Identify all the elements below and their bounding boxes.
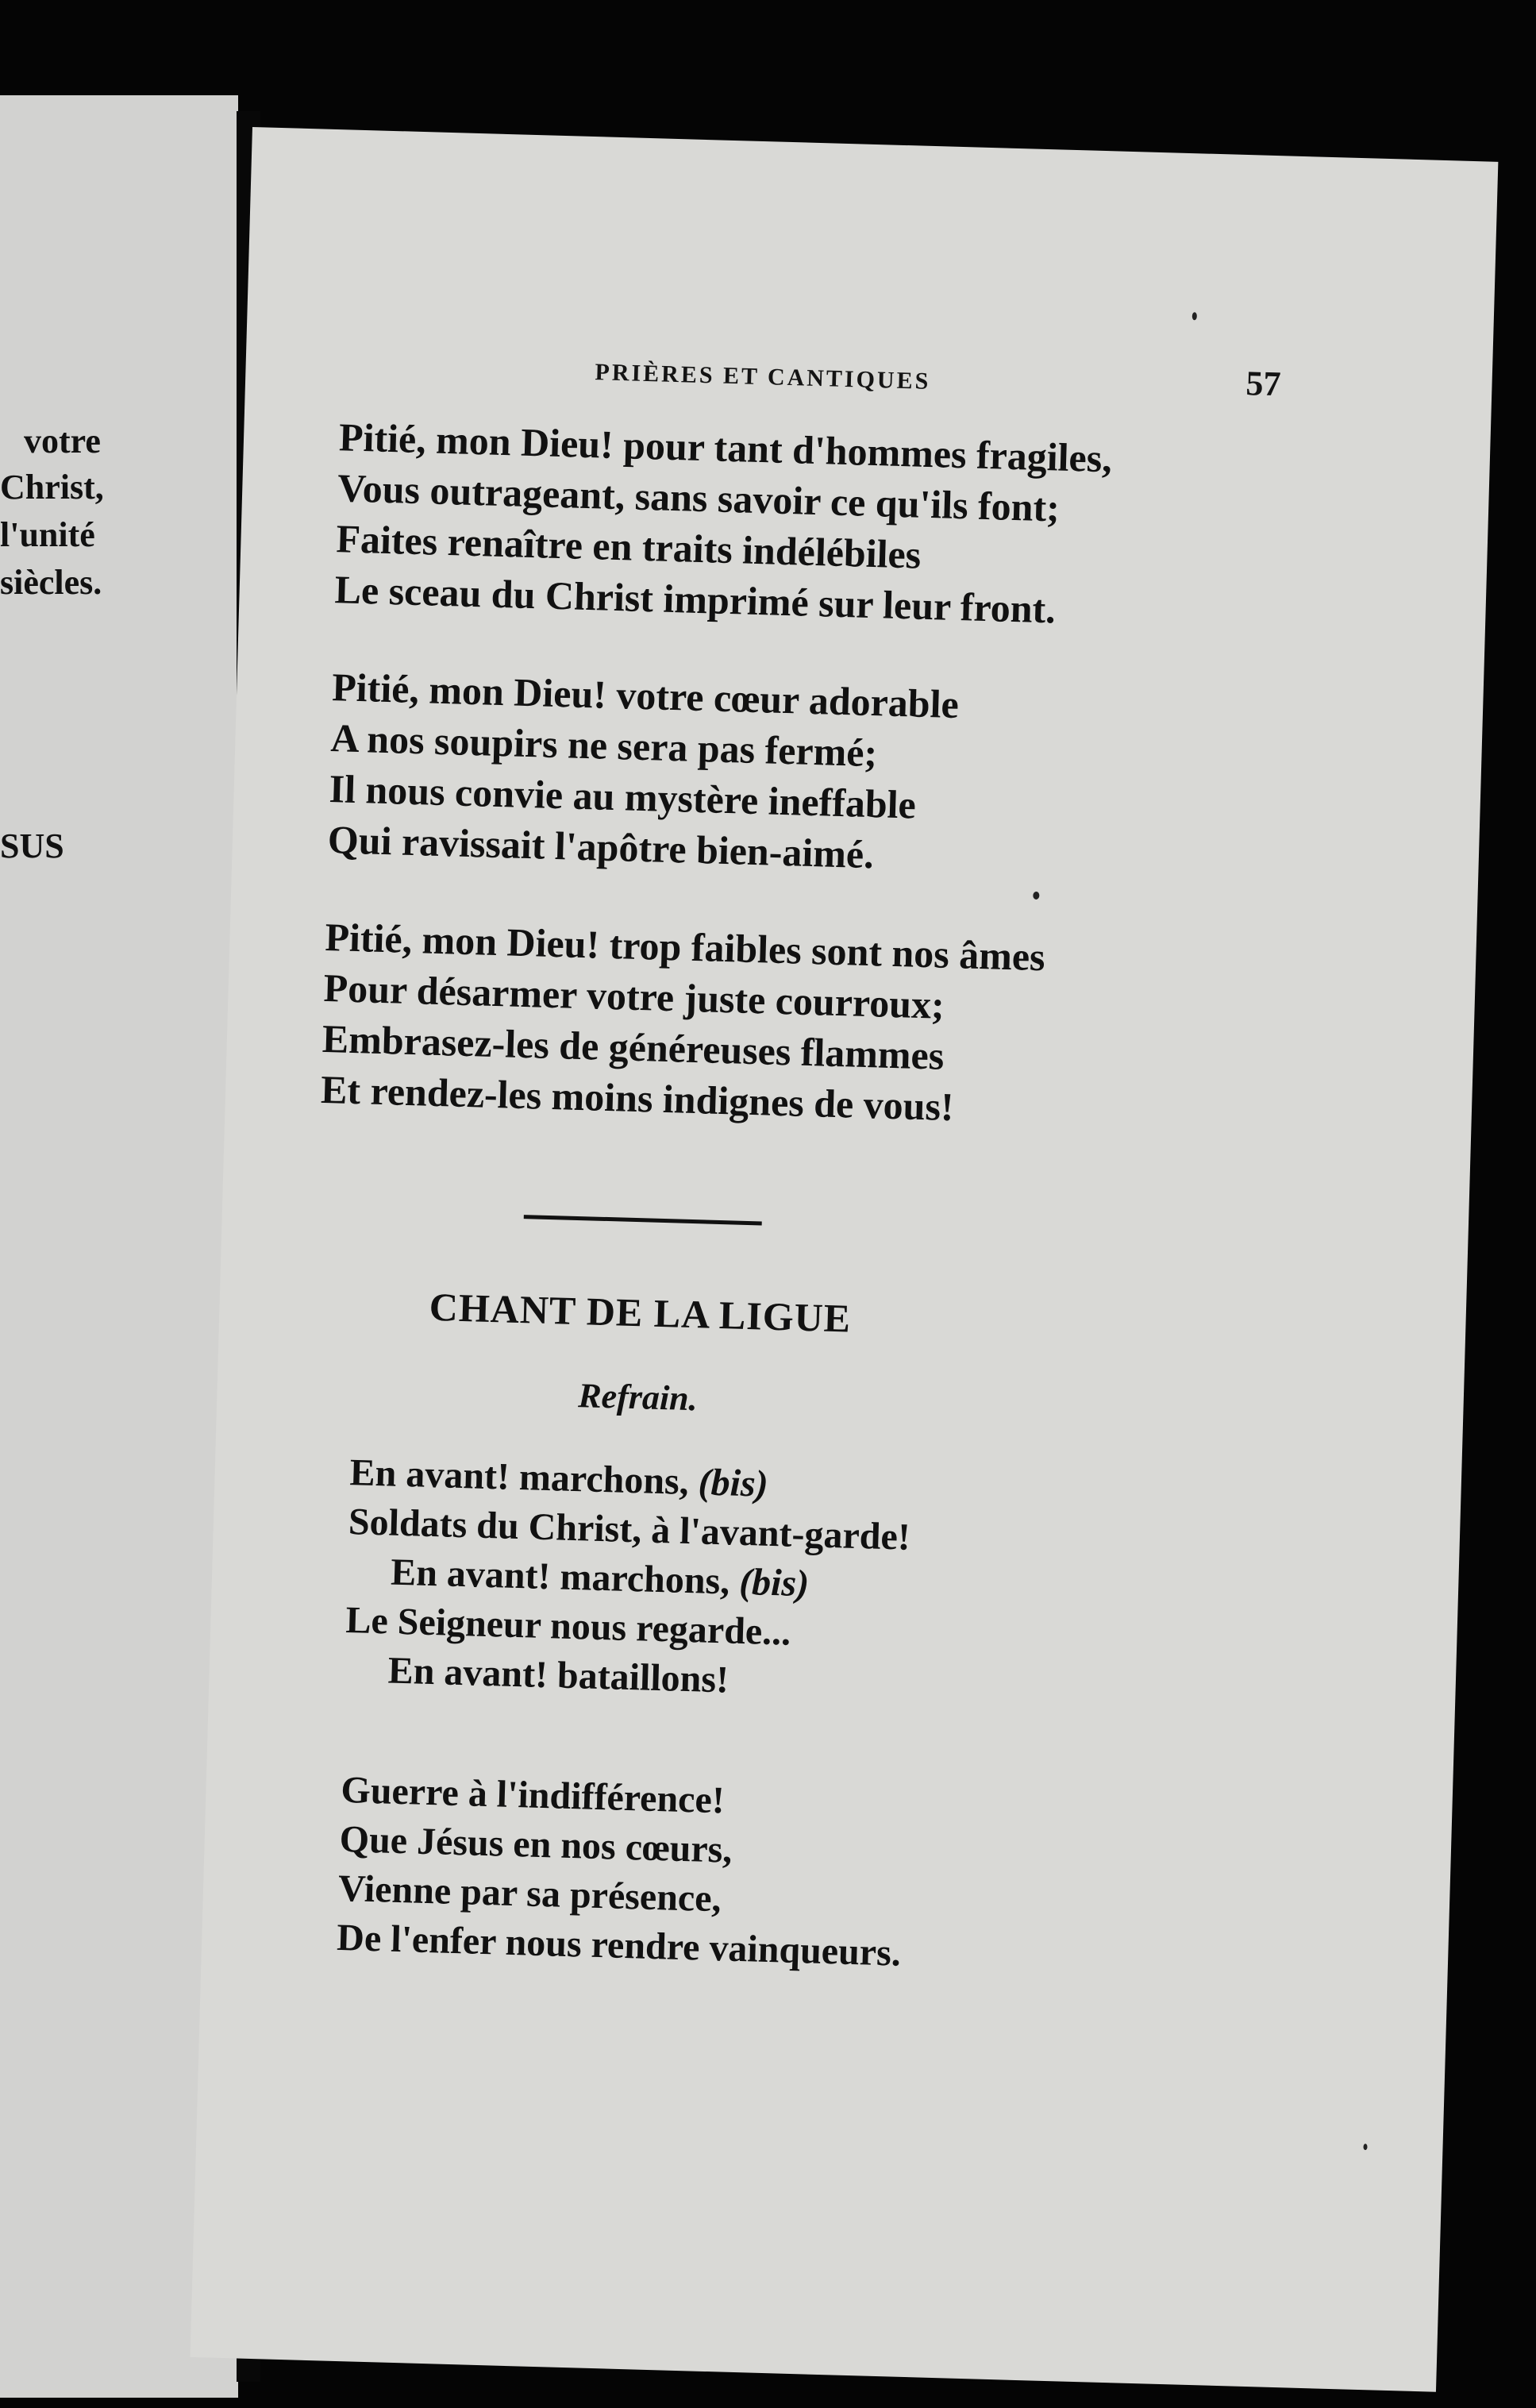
verse-line: Faites renaître en traits indélébiles [335,516,922,577]
verse-line: Et rendez-les moins indignes de vous! [320,1066,955,1130]
verse-line: Vous outrageant, sans savoir ce qu'ils font; [337,465,1061,530]
left-page-text: l'unité [0,515,95,554]
refrain-text: Le Seigneur nous regarde... [345,1599,791,1654]
verse-line: Embrasez-les de généreuses flammes [321,1015,945,1078]
verse-line: Guerre à l'indifférence! [340,1768,726,1822]
verse-line: Que Jésus en nos cœurs, [339,1817,733,1871]
stanza-3 [320,911,1045,1135]
refrain-text: En avant! marchons, [390,1551,740,1603]
verse-line: Le sceau du Christ imprimé sur leur front. [334,567,1057,632]
page-number: 57 [1245,364,1282,404]
verse-line: Qui ravissait l'apôtre bien-aimé. [327,817,875,877]
left-page-text: Christ, [0,468,104,507]
bis-marker: (bis) [738,1560,810,1605]
verse-line: Pour désarmer votre juste courroux; [322,965,945,1027]
refrain-block [344,1448,912,1710]
stanza-1 [334,411,1113,636]
song-verse [336,1766,905,1978]
section-divider [524,1215,762,1225]
refrain-text: En avant! bataillons! [387,1649,730,1701]
verse-line: Pitié, mon Dieu! votre cœur adorable [331,665,960,727]
refrain-label: Refrain. [577,1376,699,1419]
left-page-text: siècles. [0,563,102,602]
verse-line: Pitié, mon Dieu! pour tant d'hommes fragiles, [338,414,1113,481]
scan-speck [1192,312,1197,320]
left-page-text: votre [24,422,101,460]
scan-speck [1363,2144,1367,2150]
verse-line: Pitié, mon Dieu! trop faibles sont nos âmes [324,914,1046,980]
scan-speck [1033,892,1039,900]
running-head: PRIÈRES ET CANTIQUES [595,359,931,395]
verse-line: A nos soupirs ne sera pas fermé; [329,715,878,776]
verse-line: Vienne par sa présence, [337,1867,722,1921]
left-page-text: SUS [0,826,64,865]
verse-line: De l'enfer nous rendre vainqueurs. [336,1916,902,1975]
refrain-text: En avant! marchons, [348,1451,699,1504]
bis-marker: (bis) [697,1461,769,1505]
refrain-text: Soldats du Christ, à l'avant-garde! [348,1501,911,1558]
book-page [191,127,1499,2392]
stanza-2 [327,661,960,882]
song-title: CHANT DE LA LIGUE [429,1284,852,1341]
verse-line: Il nous convie au mystère ineffable [328,766,917,827]
